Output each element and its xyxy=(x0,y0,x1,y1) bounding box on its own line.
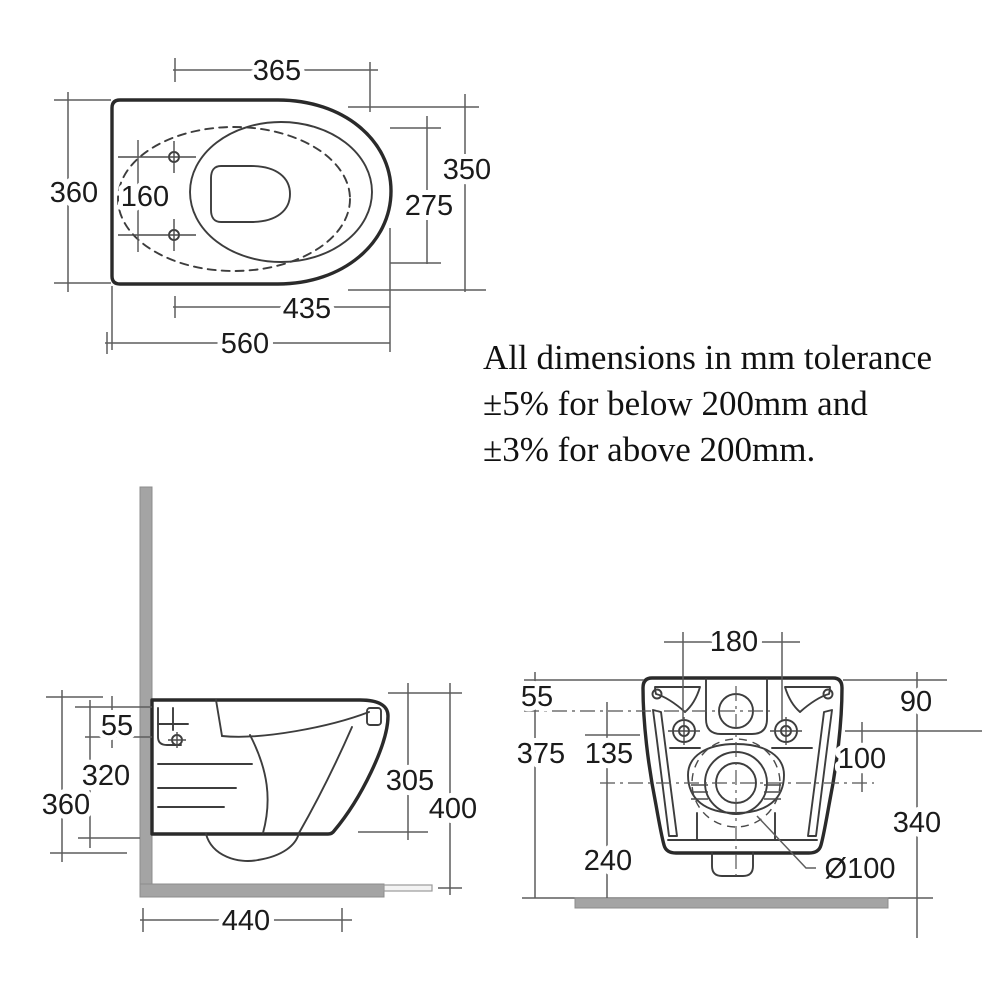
dim-label-top-360: 360 xyxy=(49,177,99,209)
rear-view-floor xyxy=(575,898,888,908)
dim-label-top-365: 365 xyxy=(252,55,302,87)
dim-label-rear-135: 135 xyxy=(584,738,634,770)
dim-label-top-560: 560 xyxy=(220,328,270,360)
top-view xyxy=(50,55,491,360)
dim-label-top-350: 350 xyxy=(442,154,492,186)
tolerance-note-line3: ±3% for above 200mm. xyxy=(483,430,816,469)
dim-label-side-440: 440 xyxy=(221,905,271,937)
dim-label-rear-340: 340 xyxy=(892,807,942,839)
side-view-floor-edge xyxy=(384,885,432,891)
dim-label-top-435: 435 xyxy=(282,293,332,325)
rear-view-mounting-holes xyxy=(668,717,802,745)
side-view-fixing-bracket xyxy=(158,708,188,748)
outlet-diameter-leader xyxy=(757,816,816,868)
dim-label-side-320: 320 xyxy=(81,760,131,792)
dim-label-outlet-diameter: Ø100 xyxy=(824,853,896,885)
dim-label-side-305: 305 xyxy=(385,765,435,797)
side-view-wall xyxy=(140,487,152,896)
dim-label-rear-100: 100 xyxy=(837,743,887,775)
side-view xyxy=(42,487,477,937)
top-view-water-area xyxy=(211,166,290,222)
side-view-seat-hinge xyxy=(367,708,381,725)
side-view-body xyxy=(152,700,388,861)
tolerance-note xyxy=(483,335,973,473)
side-view-pan-outline xyxy=(152,700,388,834)
tolerance-note-line1: All dimensions in mm tolerance xyxy=(483,338,933,377)
dim-label-rear-180: 180 xyxy=(709,626,759,658)
dim-label-top-160: 160 xyxy=(120,181,170,213)
dim-label-rear-55: 55 xyxy=(520,681,554,713)
dim-label-side-400: 400 xyxy=(428,793,478,825)
side-view-bowl-profile xyxy=(158,700,369,861)
dim-label-side-55: 55 xyxy=(100,710,134,742)
dim-label-top-275: 275 xyxy=(404,190,454,222)
dim-label-side-360: 360 xyxy=(41,789,91,821)
side-view-floor xyxy=(140,884,384,897)
dim-label-rear-90: 90 xyxy=(899,686,933,718)
tolerance-note-line2: ±5% for below 200mm and xyxy=(483,384,868,423)
rear-view-body xyxy=(524,678,874,876)
dim-label-rear-240: 240 xyxy=(583,845,633,877)
dim-label-rear-375: 375 xyxy=(516,738,566,770)
rear-view-outlet-spigot xyxy=(712,853,753,876)
rear-view xyxy=(517,626,982,938)
top-view-seat-ellipse xyxy=(190,122,372,262)
